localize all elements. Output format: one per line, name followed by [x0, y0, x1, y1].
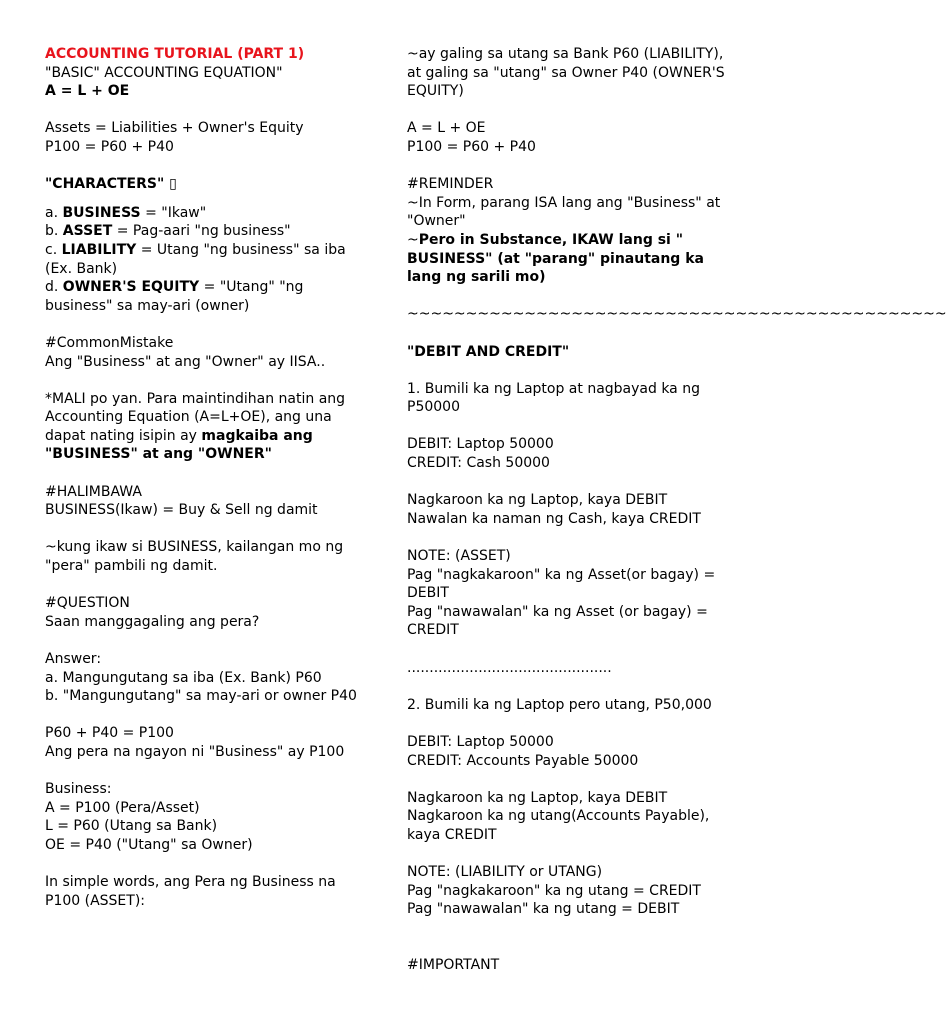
kung-paragraph: ~kung ikaw si BUSINESS, kailangan mo ng "pera" pambili ng damit.: [45, 539, 348, 575]
note-2-line-1: Pag "nagkakaroon" ka ng utang = CREDIT: [407, 882, 701, 899]
character-liability: c. LIABILITY = Utang "ng business" sa iba (Ex. Bank): [45, 241, 351, 277]
note-1-line-2: Pag "nawawalan" ka ng Asset (or bagay) = CREDIT: [407, 603, 713, 639]
left-column: [45, 45, 370, 910]
example-1: 1. Bumili ka ng Laptop at nagbayad ka ng P50000: [407, 380, 705, 416]
business-label: Business:: [45, 781, 112, 798]
equation-numbers: P100 = P60 + P40: [45, 138, 174, 155]
document-title: ACCOUNTING TUTORIAL (PART 1): [45, 46, 305, 62]
equation-numbers: P100 = P60 + P40: [407, 138, 536, 155]
equation: A = L + OE: [407, 120, 486, 137]
galing-paragraph: ~ay galing sa utang sa Bank P60 (LIABILITY), at galing sa "utang" sa Owner P40 (OWNER'S EQUITY): [407, 46, 730, 100]
sum-text: Ang pera na ngayon ni "Business" ay P100: [45, 743, 345, 760]
characters-heading: "CHARACTERS" ▯: [45, 176, 177, 193]
halimbawa-text: BUSINESS(Ikaw) = Buy & Sell ng damit: [45, 502, 318, 519]
dotted-separator: ..............................................: [407, 659, 612, 676]
example-2-debit: DEBIT: Laptop 50000: [407, 733, 554, 750]
question-text: Saan manggagaling ang pera?: [45, 613, 260, 630]
common-mistake-text: Ang "Business" at ang "Owner" ay IISA..: [45, 353, 326, 370]
right-column: [407, 45, 947, 975]
question-tag: #QUESTION: [45, 595, 130, 612]
example-2-explain-1: Nagkaroon ka ng Laptop, kaya DEBIT: [407, 789, 668, 806]
answer-a: a. Mangungutang sa iba (Ex. Bank) P60: [45, 669, 322, 686]
common-mistake-tag: #CommonMistake: [45, 334, 174, 351]
business-owners-equity: OE = P40 ("Utang" sa Owner): [45, 836, 253, 853]
character-owners-equity: d. OWNER'S EQUITY = "Utang" "ng business" sa may-ari (owner): [45, 279, 308, 314]
note-2-line-2: Pag "nawawalan" ka ng utang = DEBIT: [407, 901, 680, 918]
equation-words: Assets = Liabilities + Owner's Equity: [45, 120, 304, 137]
character-business: a. BUSINESS = "Ikaw": [45, 204, 207, 221]
note-1-label: NOTE: (ASSET): [407, 548, 511, 565]
equation-bold: A = L + OE: [45, 83, 130, 100]
separator: ~~~~~~~~~~~~~~~~~~~~~~~~~~~~~~~~~~~~~~~~~~~~~~: [407, 306, 947, 323]
reminder-substance: ~Pero in Substance, IKAW lang si " BUSINESS" (at "parang" pinautang ka lang ng sarili mo): [407, 231, 709, 286]
example-2-explain-2: Nagkaroon ka ng utang(Accounts Payable), kaya CREDIT: [407, 808, 714, 843]
example-1-explain-2: Nawalan ka naman ng Cash, kaya CREDIT: [407, 510, 701, 527]
simple-words-paragraph: In simple words, ang Pera ng Business na P100 (ASSET):: [45, 874, 341, 909]
halimbawa-tag: #HALIMBAWA: [45, 483, 142, 500]
character-asset: b. ASSET = Pag-aari "ng business": [45, 223, 291, 240]
sum-line: P60 + P40 = P100: [45, 725, 174, 742]
subtitle: "BASIC" ACCOUNTING EQUATION": [45, 64, 283, 81]
answer-b: b. "Mangungutang" sa may-ari or owner P40: [45, 688, 357, 705]
example-1-credit: CREDIT: Cash 50000: [407, 455, 550, 472]
business-asset: A = P100 (Pera/Asset): [45, 799, 200, 816]
note-1-line-1: Pag "nagkakaroon" ka ng Asset(or bagay) = DEBIT: [407, 566, 720, 602]
example-2: 2. Bumili ka ng Laptop pero utang, P50,000: [407, 696, 712, 713]
mali-paragraph: *MALI po yan. Para maintindihan natin ang Accounting Equation (A=L+OE), ang una dapat nating isipin ay magkaiba ang "BUSINESS" at ang "OWNER": [45, 390, 350, 463]
example-1-explain-1: Nagkaroon ka ng Laptop, kaya DEBIT: [407, 492, 668, 509]
important-tag: #IMPORTANT: [407, 957, 500, 974]
answer-label: Answer:: [45, 651, 102, 667]
reminder-tag: #REMINDER: [407, 176, 494, 193]
debit-credit-heading: "DEBIT AND CREDIT": [407, 343, 570, 360]
example-1-debit: DEBIT: Laptop 50000: [407, 436, 554, 453]
example-2-credit: CREDIT: Accounts Payable 50000: [407, 752, 639, 769]
business-liability: L = P60 (Utang sa Bank): [45, 818, 218, 835]
note-2-label: NOTE: (LIABILITY or UTANG): [407, 864, 603, 881]
reminder-form: ~In Form, parang ISA lang ang "Business" at "Owner": [407, 194, 725, 230]
